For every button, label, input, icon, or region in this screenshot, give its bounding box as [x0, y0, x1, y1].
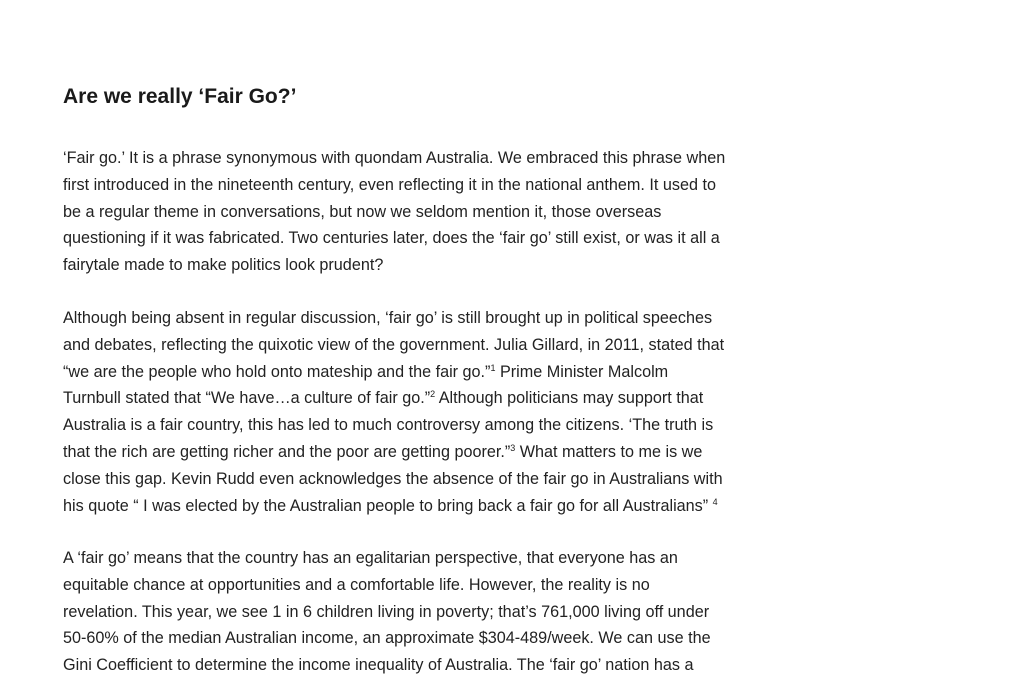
text-line — [63, 545, 711, 572]
line-text: fairytale made to make politics look prudent? — [63, 256, 384, 275]
footnote-marker: 2 — [430, 389, 436, 400]
line-text: revelation. This year, we see 1 in 6 children living in poverty; that’s 761,000 living off under — [63, 602, 710, 621]
line-text-continued: Prime Minister Malcolm — [495, 362, 669, 381]
text-line — [63, 385, 724, 412]
line-text: be a regular theme in conversations, but now we seldom mention it, those overseas — [63, 202, 662, 221]
line-text: questioning if it was fabricated. Two centuries later, does the ‘fair go’ still exist, or was it all a — [63, 229, 720, 248]
text-line — [63, 145, 725, 172]
line-text: close this gap. Kevin Rudd even acknowledges the absence of the fair go in Australians with — [63, 469, 723, 488]
paragraph — [63, 545, 711, 679]
paragraph — [63, 145, 725, 279]
line-text: Turnbull stated that “We have…a culture of fair go.” — [63, 389, 431, 408]
line-text: Gini Coefficient to determine the income inequality of Australia. The ‘fair go’ nation has a — [63, 656, 694, 675]
line-text: 50-60% of the median Australian income, an approximate $304-489/week. We can use the — [63, 629, 711, 648]
text-line — [63, 359, 724, 386]
paragraph — [63, 305, 724, 519]
line-text: Australia is a fair country, this has led to much controversy among the citizens. ‘The truth is — [63, 416, 714, 435]
line-text: first introduced in the nineteenth century, even reflecting it in the national anthem. It used to — [63, 175, 716, 194]
line-text: “we are the people who hold onto mateship and the fair go.” — [63, 362, 491, 381]
text-line — [63, 625, 711, 652]
line-text: and debates, reflecting the quixotic view of the government. Julia Gillard, in 2011, stated that — [63, 335, 725, 354]
text-line — [63, 252, 725, 279]
document-title: Are we really ‘Fair Go?’ — [63, 85, 297, 108]
text-line — [63, 172, 725, 199]
line-text: Although being absent in regular discussion, ‘fair go’ is still brought up in political speeches — [63, 309, 713, 327]
text-line — [63, 225, 725, 252]
text-line — [63, 199, 725, 226]
text-line — [63, 332, 724, 359]
line-text-continued: Although politicians may support that — [435, 389, 704, 408]
footnote-marker: 3 — [510, 442, 516, 453]
line-text-continued: What matters to me is we — [515, 442, 703, 461]
line-text: his quote “ I was elected by the Australian people to bring back a fair go for all Australians” — [63, 496, 713, 515]
footnote-marker: 1 — [490, 362, 496, 373]
text-line — [63, 466, 724, 493]
text-line — [63, 652, 711, 679]
text-line — [63, 412, 724, 439]
line-text: that the rich are getting richer and the poor are getting poorer.” — [63, 442, 511, 461]
text-line — [63, 439, 724, 466]
line-text: ‘Fair go.’ It is a phrase synonymous with quondam Australia. We embraced this phrase when — [63, 149, 726, 167]
line-text: equitable chance at opportunities and a comfortable life. However, the reality is no — [63, 575, 650, 594]
text-line — [63, 572, 711, 599]
text-line — [63, 305, 724, 332]
text-line — [63, 493, 724, 520]
footnote-marker: 4 — [712, 496, 718, 507]
text-line — [63, 599, 711, 626]
line-text: A ‘fair go’ means that the country has an egalitarian perspective, that everyone has an — [63, 549, 678, 567]
